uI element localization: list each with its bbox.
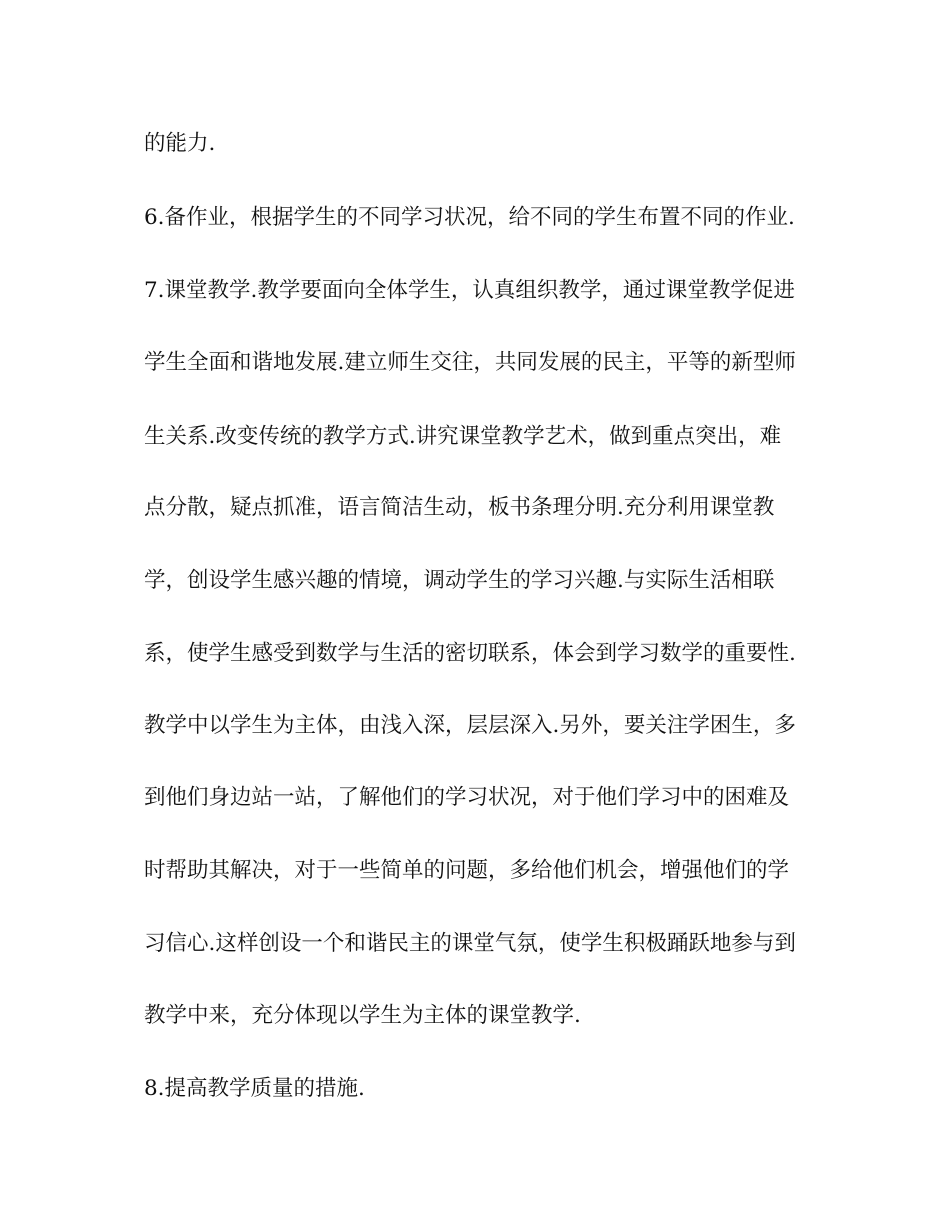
text-line: 6.备作业，根据学生的不同学习状况，给不同的学生布置不同的作业. — [144, 205, 795, 230]
text-line: 点分散，疑点抓准，语言简洁生动，板书条理分明.充分利用课堂教 — [144, 495, 775, 520]
text-line: 习信心.这样创设一个和谐民主的课堂气氛，使学生积极踊跃地参与到 — [144, 931, 796, 956]
text-line: 学，创设学生感兴趣的情境，调动学生的学习兴趣.与实际生活相联 — [144, 568, 775, 593]
text-line: 7.课堂教学.教学要面向全体学生，认真组织教学，通过课堂教学促进 — [144, 278, 795, 303]
text-line: 时帮助其解决，对于一些简单的问题，多给他们机会，增强他们的学 — [144, 858, 790, 883]
text-line: 到他们身边站一站，了解他们的学习状况，对于他们学习中的困难及 — [144, 785, 790, 810]
text-line: 生关系.改变传统的教学方式.讲究课堂教学艺术，做到重点突出，难 — [144, 424, 782, 449]
text-line: 8.提高教学质量的措施. — [144, 1076, 365, 1101]
text-line: 教学中来，充分体现以学生为主体的课堂教学. — [144, 1003, 581, 1028]
text-line: 的能力. — [144, 131, 216, 156]
text-line: 教学中以学生为主体，由浅入深，层层深入.另外，要关注学困生，多 — [144, 713, 796, 738]
text-line: 系，使学生感受到数学与生活的密切联系，体会到学习数学的重要性. — [144, 641, 796, 666]
text-line: 学生全面和谐地发展.建立师生交往，共同发展的民主，平等的新型师 — [144, 350, 796, 375]
